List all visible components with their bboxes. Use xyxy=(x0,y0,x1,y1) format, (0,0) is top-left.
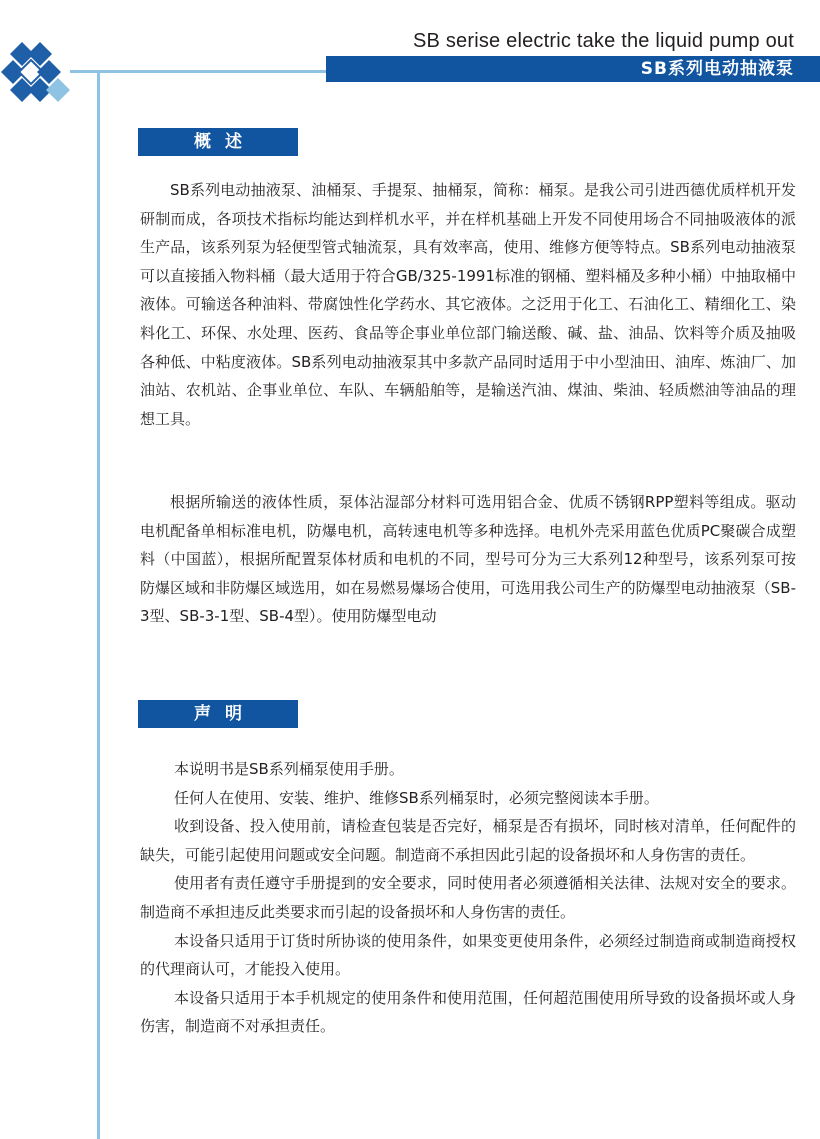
declaration-paragraph-1: 本说明书是SB系列桶泵使用手册。 xyxy=(174,760,404,778)
overview-paragraph-2: 根据所输送的液体性质，泵体沾湿部分材料可选用铝合金、优质不锈钢RPP塑料等组成。驱动电机配备单相标准电机，防爆电机，高转速电机等多种选择。电机外壳采用蓝色优质PC聚碳合成塑料（中国蓝），根据所配置泵体材质和电机的不同，型号可分为三大系列12种型号，该系列泵可按防爆区域和非防爆区域选用，如在易燃易爆场合使用，可选用我公司生产的防爆型电动抽液泵（SB-3型、SB-3-1型、SB-4型）。使用防爆型电动 xyxy=(140,493,796,626)
section-heading-declaration: 声明 xyxy=(138,700,298,728)
declaration-paragraph-6: 本设备只适用于本手机规定的使用条件和使用范围，任何超范围使用所导致的设备损坏或人身伤害，制造商不对承担责任。 xyxy=(140,988,796,1036)
section-heading-overview: 概述 xyxy=(138,128,298,156)
declaration-paragraph-3: 收到设备、投入使用前，请检查包装是否完好，桶泵是否有损坏，同时核对清单，任何配件的缺失，可能引起使用问题或安全问题。制造商不承担因此引起的设备损坏和人身伤害的责任。 xyxy=(140,817,796,864)
header-title-cn: SB系列电动抽液泵 xyxy=(640,59,794,79)
declaration-paragraph-5: 本设备只适用于订货时所协谈的使用条件，如果变更使用条件，必须经过制造商或制造商授权的代理商认可，才能投入使用。 xyxy=(140,931,796,979)
overview-paragraph-1: SB系列电动抽液泵、油桶泵、手提泵、抽桶泵，简称：桶泵。是我公司引进西德优质样机开发研制而成，各项技术指标均能达到样机水平，并在样机基础上开发不同使用场合不同抽吸液体的派生产品，该系列泵为轻便型管式轴流泵，具有效率高，使用、维修方便等特点。SB系列电动抽液泵可以直接插入物料桶（最大适用于符合GB/325-1991标准的钢桶、塑料桶及多种小桶）中抽取桶中液体。可输送各种油料、带腐蚀性化学药水、其它液体。之泛用于化工、石油化工、精细化工、染料化工、环保、水处理、医药、食品等企事业单位部门输送酸、碱、盐、油品、饮料等介质及抽吸各种低、中粘度液体。SB系列电动抽液泵其中多款产品同时适用于中小型油田、油库、炼油厂、加油站、农机站、企事业单位、车队、车辆船舶等，是输送汽油、煤油、柴油、轻质燃油等油品的理想工具。 xyxy=(140,181,796,428)
header-subtitle-en: SB serise electric take the liquid pump out xyxy=(412,30,794,52)
declaration-body xyxy=(140,755,796,1041)
company-logo-icon xyxy=(0,38,80,108)
margin-rule xyxy=(97,70,100,1139)
declaration-paragraph-2: 任何人在使用、安装、维护、维修SB系列桶泵时，必须完整阅读本手册。 xyxy=(174,788,659,807)
declaration-paragraph-4: 使用者有责任遵守手册提到的安全要求，同时使用者必须遵循相关法律、法规对安全的要求。制造商不承担违反此类要求而引起的设备损坏和人身伤害的责任。 xyxy=(140,874,796,921)
